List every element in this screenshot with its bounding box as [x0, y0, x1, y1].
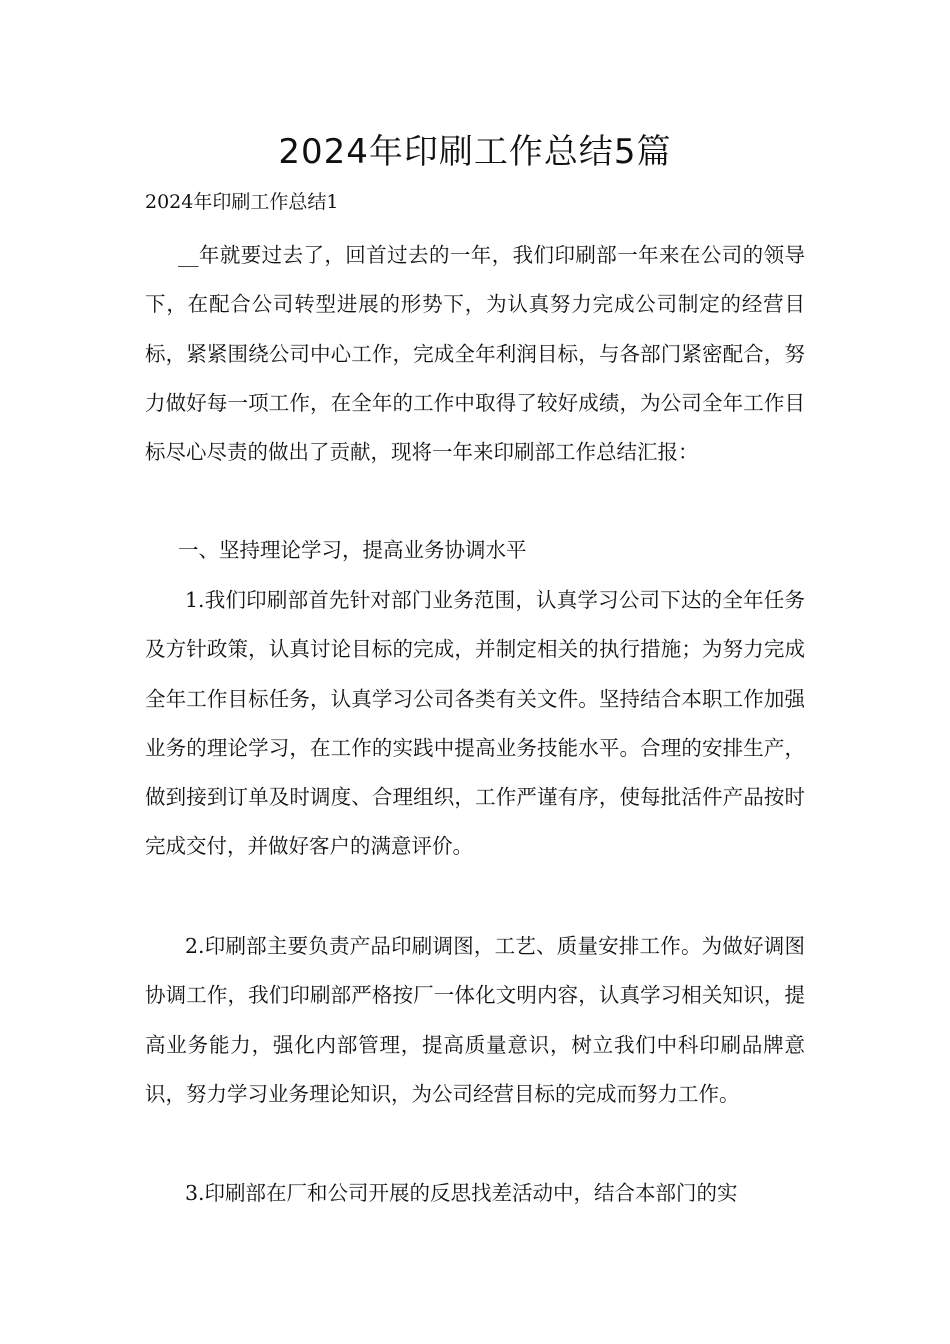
document-title: 2024年印刷工作总结5篇: [278, 132, 672, 172]
intro-paragraph: __年就要过去了，回首过去的一年，我们印刷部一年来在公司的领导下，在配合公司转型进展的形势下，为认真努力完成公司制定的经营目标，紧紧围绕公司中心工作，完成全年利润目标，与各部门紧密配合，努力做好每一项工作，在全年的工作中取得了较好成绩，为公司全年工作目标尽心尽责的做出了贡献，现将一年来印刷部工作总结汇报：: [145, 243, 805, 465]
list-item-2: 2.印刷部主要负责产品印刷调图，工艺、质量安排工作。为做好调图协调工作，我们印刷部严格按厂一体化文明内容，认真学习相关知识，提高业务能力，强化内部管理，提高质量意识，树立我们中科印刷品牌意识，努力学习业务理论知识，为公司经营目标的完成而努力工作。: [145, 934, 805, 1106]
list-item-1: 1.我们印刷部首先针对部门业务范围，认真学习公司下达的全年任务及方针政策，认真讨论目标的完成，并制定相关的执行措施；为努力完成全年工作目标任务，认真学习公司各类有关文件。坚持结合本职工作加强业务的理论学习，在工作的实践中提高业务技能水平。合理的安排生产，做到接到订单及时调度、合理组织，工作严谨有序，使每批活件产品按时完成交付，并做好客户的满意评价。: [145, 588, 805, 859]
list-item-3: 3.印刷部在厂和公司开展的反思找差活动中，结合本部门的实: [185, 1181, 738, 1205]
section-heading-1: 一、坚持理论学习，提高业务协调水平: [178, 538, 527, 562]
section-subtitle: 2024年印刷工作总结1: [145, 191, 339, 213]
